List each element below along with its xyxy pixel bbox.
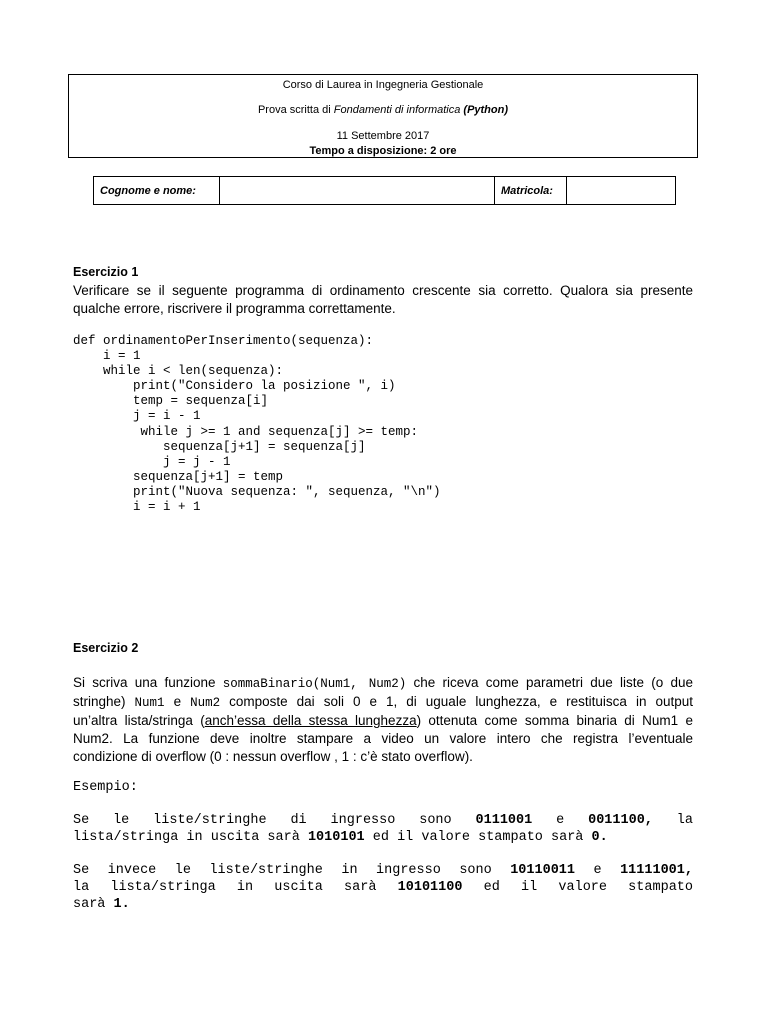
exercise-1-text: Verificare se il seguente programma di ordinamento crescente sia corretto. Qualora sia presente qualche errore, riscrivere il programma correttamente. xyxy=(73,283,693,316)
exercise-2-text: Si scriva una funzione sommaBinario(Num1, Num2) che riceva come parametri due liste (o due stringhe) Num1 e Num2 composte dai soli 0 e 1, di uguale lunghezza, e restituisca in output un’altra lista/stringa (anch’essa della stessa lunghezza) ottenuta come somma binaria di Num1 e Num2. La funzione deve inoltre stampare a video un valore intero che registra l’eventuale condizione di overflow (0 : nessun overflow , 1 : c’è stato overflow). xyxy=(73,675,694,764)
param-num2: Num2 xyxy=(190,696,221,710)
exam-duration: Tempo a disposizione: 2 ore xyxy=(309,145,457,157)
example-2: Se invece le liste/stringhe in ingresso sono 10110011 e 11111001, la lista/stringa in uscita sarà 10101100 ed il valore stampato sarà 1. xyxy=(73,863,693,912)
param-num1: Num1 xyxy=(134,696,165,710)
student-info-table xyxy=(93,176,676,205)
course-language: (Python) xyxy=(463,104,509,116)
exam-date: 11 Settembre 2017 xyxy=(336,130,430,142)
degree-course: Corso di Laurea in Ingegneria Gestionale xyxy=(282,79,484,91)
example-title: Esempio: xyxy=(73,780,138,795)
course-name: Fondamenti di informatica xyxy=(333,104,461,116)
student-id-field[interactable] xyxy=(567,177,676,205)
exercise-1-code: def ordinamentoPerInserimento(sequenza): i = 1 while i < len(sequenza): print("Considero la posizione ", i) temp = sequenza[i] j = i - 1 while j >= 1 and sequenza[j] >= temp: sequenza[j+1] = sequenza[j] j = j - 1 sequenza[j+1] = temp print("Nuova sequenza: ", sequenza, "\n") i = i + 1 xyxy=(73,334,441,515)
name-label: Cognome e nome: xyxy=(94,177,220,205)
function-signature: sommaBinario(Num1, Num2) xyxy=(222,677,407,691)
exercise-1-title: Esercizio 1 xyxy=(73,265,139,279)
underlined-note: anch’essa della stessa lunghezza xyxy=(204,713,417,728)
example-1: Se le liste/stringhe di ingresso sono 0111001 e 0011100, la lista/stringa in uscita sarà 1010101 ed il valore stampato sarà 0. xyxy=(73,813,693,845)
exercise-2-title: Esercizio 2 xyxy=(73,641,139,655)
student-id-label: Matricola: xyxy=(495,177,567,205)
exam-title: Prova scritta di Fondamenti di informatica (Python) xyxy=(257,104,509,116)
exam-header xyxy=(68,74,698,158)
name-field[interactable] xyxy=(220,177,495,205)
